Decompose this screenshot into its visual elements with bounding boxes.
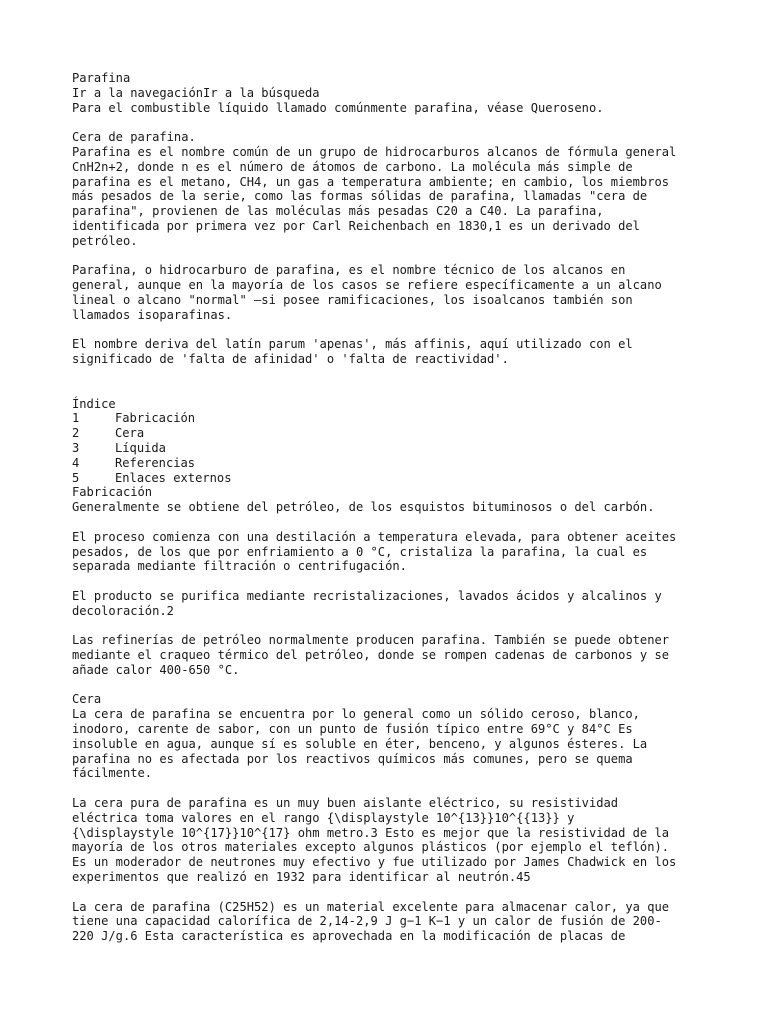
spacer (72, 115, 728, 130)
intro-paragraph-2: Parafina, o hidrocarburo de parafina, es el nombre técnico de los alcanos en general, aunque en la mayoría de los casos se refiere específicamente a un alcano lineal o alcano "normal" —si posee ramificaciones, los isoalcanos también son llamados isoparafinas. (72, 263, 662, 322)
intro-paragraph-1: Parafina es el nombre común de un grupo de hidrocarburos alcanos de fórmula general CnH2n+2, donde n es el número de átomos de carbono. La molécula más simple de parafina es el metano, CH4, un gas a temperatura ambiente; en cambio, los miembros más pesados de la serie, como las formas sólidas de parafina, llamadas "cera de parafina", provienen de las moléculas más pesadas C20 a C40. La parafina, identificada por primera vez por Carl Reichenbach en 1830,1 es un derivado del petróleo. (72, 144, 677, 248)
spacer (72, 249, 728, 264)
toc-item-enlaces-externos[interactable] (72, 471, 728, 486)
disambiguation-note: Para el combustible líquido llamado comúnmente parafina, véase Queroseno. (72, 100, 604, 115)
spacer (72, 323, 728, 338)
toc-label: Fabricación (115, 411, 196, 426)
spacer (72, 367, 728, 382)
intro-paragraph-3: El nombre deriva del latín parum 'apenas', más affinis, aquí utilizado con el significado de 'falta de afinidad' o 'falta de reactividad'. (72, 337, 633, 367)
spacer (72, 574, 728, 589)
spacer (72, 618, 728, 633)
spacer (72, 678, 728, 693)
toc-label: Referencias (115, 455, 196, 470)
toc-number: 5 (72, 470, 80, 485)
fabricacion-paragraph-3: El producto se purifica mediante recristalizaciones, lavados ácidos y alcalinos y decoloración.2 (72, 588, 662, 618)
cera-paragraph-3: La cera de parafina (C25H52) es un material excelente para almacenar calor, ya que tiene una capacidad calorífica de 2,14-2,9 J g−1 K−1 y un calor de fusión de 200- 220 J/g.6 Esta característica es aprovechada en la modificación de placas de (72, 899, 670, 944)
section-heading-cera: Cera (72, 692, 102, 707)
toc-item-referencias[interactable] (72, 456, 728, 471)
table-of-contents (72, 397, 728, 486)
spacer (72, 885, 728, 900)
cera-paragraph-1: La cera de parafina se encuentra por lo general como un sólido ceroso, blanco, inodoro, carente de sabor, con un punto de fusión típico entre 69°C y 84°C Es insoluble en agua, aunque sí es soluble en éter, benceno, y algunos ésteres. La parafina no es afectada por los reactivos químicos más comunes, pero se quema fácilmente. (72, 707, 648, 781)
spacer (72, 515, 728, 530)
toc-title: Índice (72, 396, 116, 411)
toc-item-liquida[interactable] (72, 441, 728, 456)
navigation-links[interactable]: Ir a la navegaciónIr a la búsqueda (72, 85, 320, 100)
toc-number: 1 (72, 411, 80, 426)
spacer (72, 781, 728, 796)
fabricacion-paragraph-2: El proceso comienza con una destilación a temperatura elevada, para obtener aceites pesados, de los que por enfriamiento a 0 °C, cristaliza la parafina, la cual es separada mediante filtración o centrifugación. (72, 529, 677, 574)
fabricacion-paragraph-1: Generalmente se obtiene del petróleo, de los esquistos bituminosos o del carbón. (72, 500, 655, 515)
toc-label: Cera (115, 426, 145, 441)
cera-paragraph-2: La cera pura de parafina es un muy buen aislante eléctrico, su resistividad eléctrica toma valores en el rango {\displaystyle 10^{13}}10^{{13}} y {\displaystyle 10^{17}}10^{17} ohm metro.3 Esto es mejor que la resistividad de la mayoría de los otros materiales excepto algunos plásticos (por ejemplo el teflón). Es un moderador de neutrones muy efectivo y fue utilizado por James Chadwick en los experimentos que realizó en 1932 para identificar al neutrón.45 (72, 796, 677, 885)
toc-item-cera[interactable] (72, 426, 728, 441)
toc-item-fabricacion[interactable] (72, 411, 728, 426)
toc-number: 2 (72, 426, 80, 441)
fabricacion-paragraph-4: Las refinerías de petróleo normalmente producen parafina. También se puede obtener mediante el craqueo térmico del petróleo, donde se rompen cadenas de carbonos y se añade calor 400-650 °C. (72, 633, 670, 677)
toc-label: Enlaces externos (115, 470, 232, 485)
spacer (72, 382, 728, 397)
toc-number: 4 (72, 455, 80, 470)
image-caption: Cera de parafina. (72, 130, 196, 145)
toc-label: Líquida (115, 440, 166, 455)
toc-number: 3 (72, 440, 80, 455)
page-title: Parafina (72, 71, 131, 85)
section-heading-fabricacion: Fabricación (72, 485, 153, 500)
